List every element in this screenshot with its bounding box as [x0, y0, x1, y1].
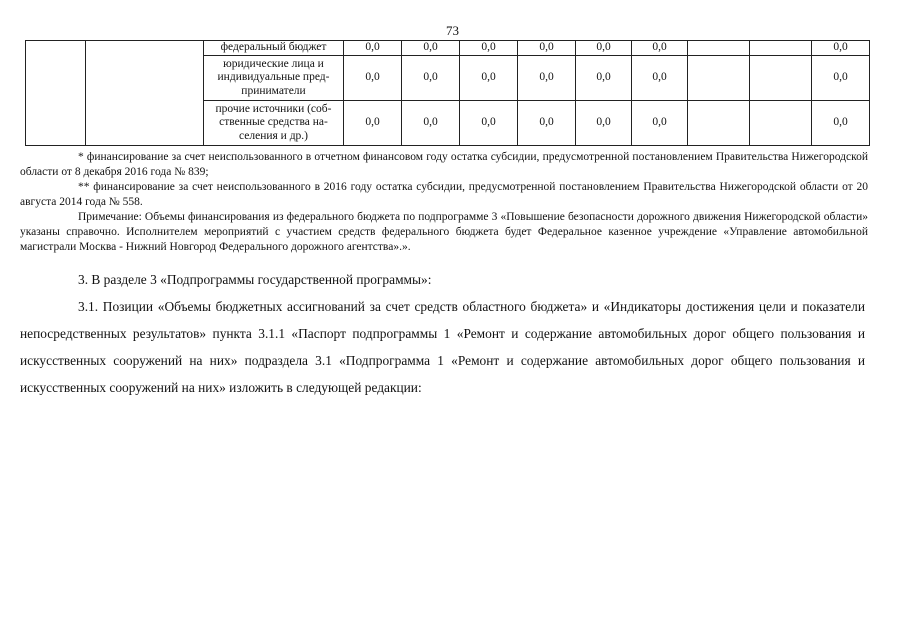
footnotes	[20, 150, 868, 255]
table-cell	[688, 56, 750, 101]
table-cell: 0,0	[460, 41, 518, 56]
table-cell: 0,0	[460, 101, 518, 146]
page-number: 73	[446, 23, 459, 38]
table-cell: 0,0	[812, 41, 870, 56]
row-source-label: федеральный бюджет	[204, 41, 344, 56]
table-cell-empty	[86, 41, 204, 146]
table-cell: 0,0	[632, 56, 688, 101]
table-cell: 0,0	[344, 56, 402, 101]
footnote-single-asterisk: * финансирование за счет неиспользованного в отчетном финансовом году остатка субсидии, предусмотренной постановлением Правительства Нижегородской области от 8 декабря 2016 года № 839;	[20, 151, 868, 178]
table-cell: 0,0	[812, 101, 870, 146]
table-cell	[688, 41, 750, 56]
table-cell	[750, 41, 812, 56]
footnote-double-asterisk: ** финансирование за счет неиспользованного в 2016 году остатка субсидии, предусмотренной постановлением Правительства Нижегородской области от 20 августа 2014 года № 558.	[20, 181, 868, 208]
main-text	[20, 266, 865, 401]
financing-table	[25, 40, 870, 146]
table-cell	[750, 101, 812, 146]
table-cell: 0,0	[460, 56, 518, 101]
table-cell: 0,0	[576, 101, 632, 146]
table-cell: 0,0	[344, 41, 402, 56]
table-cell: 0,0	[632, 101, 688, 146]
table-cell: 0,0	[632, 41, 688, 56]
table-cell: 0,0	[344, 101, 402, 146]
table-cell: 0,0	[518, 41, 576, 56]
table-cell: 0,0	[518, 56, 576, 101]
footnote-remark: Примечание: Объемы финансирования из федерального бюджета по подпрограмме 3 «Повышение безопасности дорожного движения Нижегородской области» указаны справочно. Исполнителем мероприятий с участием средств федерального бюджета будет Федеральное казенное учреждение «Управление автомобильной магистрали Москва - Нижний Новгород Федерального дорожного агентства».».	[20, 211, 868, 253]
table-cell: 0,0	[518, 101, 576, 146]
table-row	[26, 41, 870, 56]
table-cell: 0,0	[402, 56, 460, 101]
table-cell	[688, 101, 750, 146]
row-source-label: прочие источники (соб-ственные средства на-селения и др.)	[204, 101, 344, 146]
table-cell: 0,0	[402, 101, 460, 146]
section-heading: 3. В разделе 3 «Подпрограммы государственной программы»:	[78, 272, 432, 287]
table-cell: 0,0	[402, 41, 460, 56]
row-source-label: юридические лица и индивидуальные пред-приниматели	[204, 56, 344, 101]
table-cell: 0,0	[812, 56, 870, 101]
section-paragraph: 3.1. Позиции «Объемы бюджетных ассигнований за счет средств областного бюджета» и «Индикаторы достижения цели и показатели непосредственных результатов» пункта 3.1.1 «Паспорт подпрограммы 1 «Ремонт и содержание автомобильных дорог общего пользования и искусственных сооружений на них» подраздела 3.1 «Подпрограмма 1 «Ремонт и содержание автомобильных дорог общего пользования и искусственных сооружений на них» изложить в следующей редакции:	[20, 299, 865, 395]
table-cell	[750, 56, 812, 101]
table-cell-empty	[26, 41, 86, 146]
table-cell: 0,0	[576, 56, 632, 101]
table-cell: 0,0	[576, 41, 632, 56]
